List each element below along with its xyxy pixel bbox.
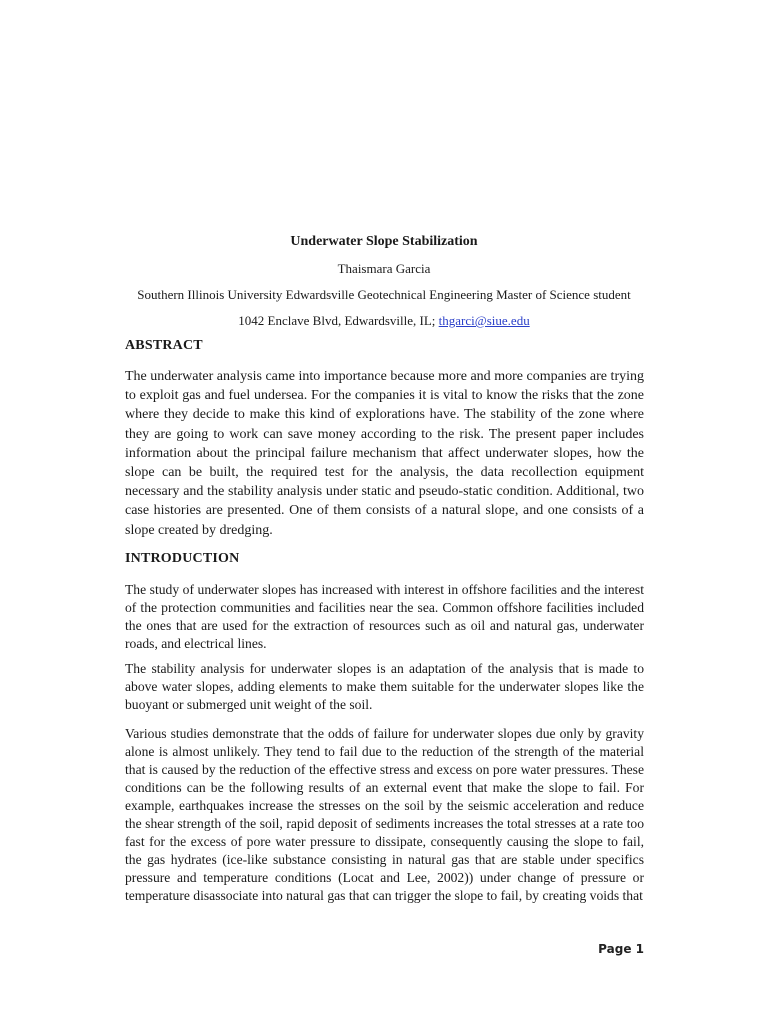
abstract-paragraph: The underwater analysis came into importance because more and more companies are trying to exploit gas and fuel undersea. For the companies it is vital to know the risks that the zone where they decide to make this kind of explorations have. The stability of the zone where they are going to work can save money according to the risk. The present paper includes information about the principal failure mechanism that affect underwater slopes, how the slope can be built, the required test for the analysis, the data recollection equipment necessary and the stability analysis under static and pseudo-static condition. Additional, two case histories are presented. One of them consists of a natural slope, and one consists of a slope created by dredging. [125,369,644,538]
author-address: 1042 Enclave Blvd, Edwardsville, IL; [238,313,439,328]
author-affiliation: Southern Illinois University Edwardsville Geotechnical Engineering Master of Science student [137,287,631,302]
intro-paragraph-2: The stability analysis for underwater slopes is an adaptation of the analysis that is made to above water slopes, adding elements to make them suitable for the underwater slopes like the buoyant or submerged unit weight of the soil. [125,661,644,712]
author-address-line [0,313,768,329]
intro-paragraph-3: Various studies demonstrate that the odds of failure for underwater slopes due only by gravity alone is almost unlikely. They tend to fail due to the reduction of the strength of the material that is caused by the reduction of the effective stress and excess on pore water pressures. These conditions can be the following results of an external event that make the slope to fail. For example, earthquakes increase the stresses on the soil by the seismic acceleration and reduce the shear strength of the soil, rapid deposit of sediments increases the total stresses at a rate too fast for the excess of pore water pressure to dissipate, consequently causing the slope to fail, the gas hydrates (ice-like substance consisting in natural gas that are stable under specifics pressure and temperature conditions (Locat and Lee, 2002)) under change of pressure or temperature disassociate into natural gas that can trigger the slope to fail, by creating voids that [125,726,644,903]
abstract-heading: ABSTRACT [125,338,203,353]
introduction-heading: INTRODUCTION [125,551,240,566]
paper-title: Underwater Slope Stabilization [290,234,478,249]
email-link[interactable]: thgarci@siue.edu [438,313,530,328]
page-number: Page 1 [598,942,644,956]
author-name: Thaismara Garcia [337,261,431,276]
intro-paragraph-1: The study of underwater slopes has increased with interest in offshore facilities and the interest of the protection communities and facilities near the sea. Common offshore facilities included the ones that are used for the extraction of resources such as oil and natural gas, underwater roads, and electrical lines. [125,582,644,651]
